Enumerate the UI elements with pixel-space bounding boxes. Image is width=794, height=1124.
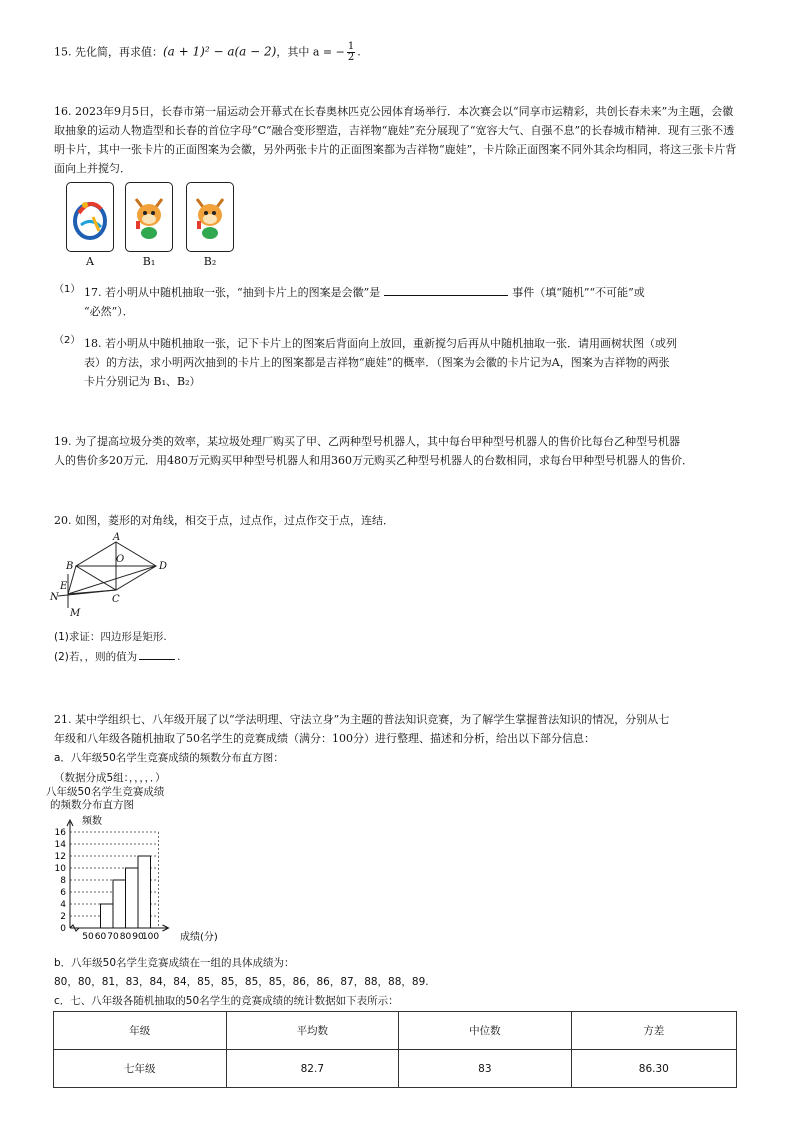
x-tick-label: 70 <box>107 932 119 942</box>
card-a <box>66 182 114 268</box>
table-header: 平均数 <box>226 1012 399 1050</box>
table-cell: 82.7 <box>226 1050 399 1088</box>
q16-part1-blank[interactable] <box>384 283 508 296</box>
q21-info-bc <box>54 954 754 1011</box>
card-b2 <box>186 182 234 268</box>
q21-text-2: 年级和八年级各随机抽取了50名学生的竞赛成绩（满分：100分）进行整理、描述和分析，给出以下部分信息： <box>54 732 595 745</box>
q21-b-line: b．八年级50名学生竞赛成绩在一组的具体成绩为： <box>54 957 295 969</box>
histogram-bar <box>113 880 126 928</box>
q21-b-scores: 80，80，81，83，84，84，85，85，85，85，86，86，87，88，88，89. <box>54 976 429 988</box>
y-tick-label: 14 <box>54 840 66 850</box>
q15-text: 先化简，再求值： <box>75 45 163 59</box>
q21-a-group: （数据分成5组：，，，，．） <box>54 772 166 784</box>
histogram-bar <box>138 856 151 928</box>
q16-part1-text-b: 事件（填“随机”“不可能”或 <box>512 286 645 299</box>
table-cell: 83 <box>399 1050 572 1088</box>
q21-c-line: c．七、八年级各随机抽取的50名学生的竞赛成绩的统计数据如下表所示： <box>54 995 399 1007</box>
card-b2-label: B₂ <box>203 255 217 268</box>
q20-part2-end: . <box>177 651 181 663</box>
table-header-row <box>54 1012 737 1050</box>
q19-text-1: 19. 为了提高垃圾分类的效率，某垃圾处理厂购买了甲、乙两种型号机器人，其中每台甲种型号机器人的售价比每台乙种型号机器 <box>54 435 680 448</box>
q20-part2-blank[interactable] <box>139 647 175 660</box>
table-cell: 七年级 <box>54 1050 227 1088</box>
question-19 <box>54 432 754 470</box>
histogram-title-line2: 的频数分布直方图 <box>50 799 134 811</box>
q15-end: . <box>357 45 361 59</box>
x-tick-label: 60 <box>94 932 107 942</box>
question-21 <box>54 710 754 788</box>
q16-part1-text-c: “必然”）． <box>84 305 134 318</box>
q15-frac-num: 1 <box>347 41 355 52</box>
q16-number: 16. <box>54 105 72 118</box>
q15-fraction <box>347 42 355 63</box>
q16-part2-text-c: 卡片分别记为 B₁、B₂） <box>84 375 201 388</box>
y-tick-label: 12 <box>54 852 66 862</box>
q15-condition: ，其中 a = − <box>276 45 345 59</box>
q15-frac-den: 2 <box>347 52 355 63</box>
line-ed <box>68 566 156 594</box>
table-row <box>54 1050 737 1088</box>
y-tick-label: 10 <box>54 864 66 874</box>
y-tick-label: 2 <box>60 912 66 922</box>
q16-part2-number: （2） <box>54 335 81 346</box>
mascot-icon <box>187 183 233 251</box>
x-tick-label: 80 <box>119 932 132 942</box>
label-c: C <box>112 594 120 605</box>
question-15 <box>54 42 754 63</box>
q20-part2: (2)若，，则的值为 <box>54 651 138 663</box>
y-tick-label: 6 <box>60 888 66 898</box>
histogram-bar <box>126 868 139 928</box>
stats-table <box>53 1011 737 1088</box>
label-o: O <box>116 554 125 565</box>
question-16 <box>54 102 744 178</box>
q16-paragraph: 2023年9月5日，长春市第一届运动会开幕式在长春奥林匹克公园体育场举行．本次赛会以“同享市运精彩，共创长春未来”为主题，会徽取抽象的运动人物造型和长春的首位字母“C”融合变形塑造，吉祥物“鹿娃”充分展现了“宽容大气、自强不息”的长春城市精神．现有三张不透明卡片，其中一张卡片的正面图案为会徽，另外两张卡片的正面图案都为吉祥物“鹿娃”，卡片除正面图案不同外其余均相同，将这三张卡片背面向上并搅匀． <box>54 105 737 175</box>
q16-part2 <box>84 334 744 391</box>
y-tick-label: 16 <box>54 828 66 838</box>
y-tick-label: 4 <box>60 900 66 910</box>
label-m: M <box>70 608 81 619</box>
card-figure <box>66 182 246 272</box>
x-tick-label: 90 <box>132 932 144 942</box>
q21-a-line: a．八年级50名学生竞赛成绩的频数分布直方图： <box>54 752 284 764</box>
q16-part2-text-b: 表）的方法，求小明两次抽到的卡片上的图案都是吉祥物“鹿娃”的概率．（图案为会徽的卡片记为A，图案为吉祥物的两张 <box>84 356 670 369</box>
question-20 <box>54 511 754 530</box>
card-b1 <box>125 182 173 268</box>
card-b1-label: B₁ <box>142 255 156 268</box>
x-tick-label: 50 <box>82 932 94 942</box>
q16-part1-number: （1） <box>54 284 81 295</box>
table-header: 年级 <box>54 1012 227 1050</box>
histogram-bar <box>101 904 114 928</box>
histogram-title-line1: 八年级50名学生竞赛成绩 <box>46 786 165 798</box>
q20-part1: (1)求证：四边形是矩形. <box>54 631 167 643</box>
mascot-icon <box>126 183 172 251</box>
q16-part1 <box>84 283 744 321</box>
y-tick-label: 8 <box>60 876 66 886</box>
q20-parts <box>54 628 454 667</box>
q16-part1-text: 17. 若小明从中随机抽取一张，“抽到卡片上的图案是会徽”是 <box>84 286 381 299</box>
emblem-icon <box>67 183 113 251</box>
q16-part2-text-a: 18. 若小明从中随机抽取一张，记下卡片上的图案后背面向上放回，重新搅匀后再从中随机抽取一张．请用画树状图（或列 <box>84 337 677 350</box>
table-header: 方差 <box>571 1012 736 1050</box>
table-header: 中位数 <box>399 1012 572 1050</box>
label-n: N <box>50 592 59 603</box>
table-cell: 86.30 <box>571 1050 736 1088</box>
y-tick-label: 0 <box>60 924 66 934</box>
q19-text-2: 人的售价多20万元．用480万元购买甲种型号机器人和用360万元购买乙种型号机器人的台数相同，求每台甲种型号机器人的售价． <box>54 454 693 467</box>
q15-number: 15. <box>54 45 72 59</box>
rhombus-diagram <box>48 534 178 620</box>
q15-expression: (a + 1)² − a(a − 2) <box>163 44 277 59</box>
q20-text: 20. 如图，菱形的对角线，相交于点，过点作，过点作交于点，连结． <box>54 514 394 527</box>
y-axis-label: 频数 <box>82 816 102 827</box>
label-b: B <box>66 561 74 572</box>
label-e: E <box>60 581 68 592</box>
q21-text-1: 21. 某中学组织七、八年级开展了以“学法明理、守法立身”为主题的普法知识竞赛，为了解学生掌握普法知识的情况，分别从七 <box>54 713 670 726</box>
x-tick-label: 100 <box>141 932 160 942</box>
label-a: A <box>113 532 121 543</box>
label-d: D <box>159 561 168 572</box>
card-a-label: A <box>86 255 94 268</box>
x-axis-label: 成绩(分) <box>180 932 218 943</box>
frequency-histogram <box>40 788 218 948</box>
